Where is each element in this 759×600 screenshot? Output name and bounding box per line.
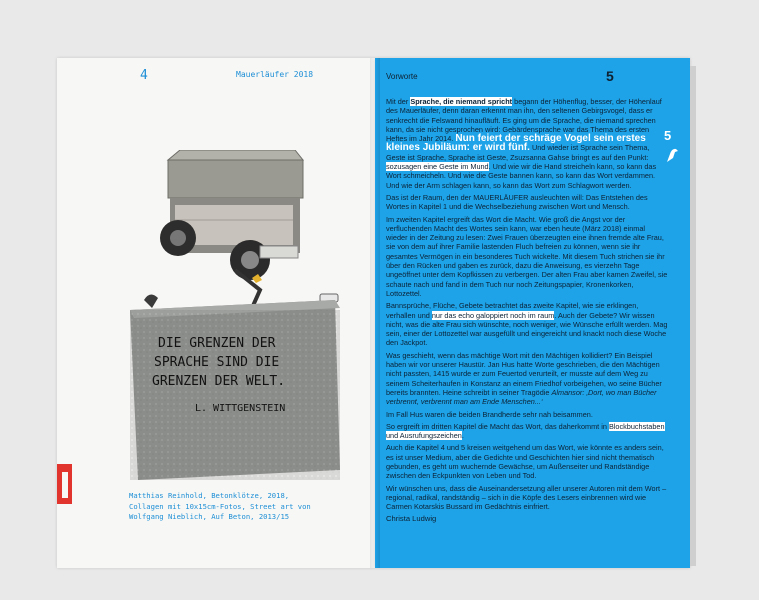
highlight-block: Blockbuchstaben und Ausrufungszeichen — [386, 421, 665, 441]
paragraph-3: Im zweiten Kapitel ergreift das Wort die Macht. Wie groß die Angst vor der verfluchenden Macht des Wortes sein kann, war eben heute (März 2018) einmal wieder in der Zeitung zu lesen: Zwei Frauen überzeugten eine ihnen fremde alte Frau, sie von dem auf ihrer Familie lastenden Fluch befreien zu können, wenn sie ihr gesamtes Vermögen in ein besonderes Tuch wickelte. Mit diesem Tuch strichen sie ihr über den Rücken und gaben es zurück, dazu die Anweisung, es vierzehn Tage ungeöffnet unter dem Kopfkissen zu verbergen. Der alten Frau aber kamen Zweifel, sie schaute nach und fand in dem Tuch nur noch Zeitungspapier, Kronenkorken, Lottozettel. — [386, 214, 668, 298]
collage-photo — [130, 150, 350, 500]
highlight-geste: sozusagen eine Geste im Mund — [386, 162, 489, 172]
wall-text-line-2: SPRACHE SIND DIE — [154, 355, 280, 370]
paragraph-1: Mit der Sprache, die niemand spricht begann der Höhenflug, besser, der Höhenlauf des Mauerläufer, denn daran erkennt man ihn, den seltenen Gebirgsvogel, dass er senkrecht die Felswand hinaufläuft. Es ging um die Sprache, die niemand sprechen kann, da sie nicht gesprochen wird: Gebärdensprache war das Thema des ersten Heftes im Jahr 2014. Nun feiert der schräge Vogel sein erstes kleines Jubiläum: er wird fünf. Und wieder ist Sprache sein Thema, Geste ist Sprache, Sprache ist Geste, Zsuzsanna Gahse bringt es auf den Punkt: sozusagen eine Geste im Mund. Und wie wir die Hand streicheln kann, so kann das Wort schmeicheln. Und wie die Geste bannen kann, so kann das Wort verdammen. Und wie der Arm schlagen kann, so kann das Wort zum Schlagwort werden. — [386, 97, 662, 190]
caption-line-1: Matthias Reinhold, Betonklötze, 2018, — [129, 491, 290, 500]
paragraph-9: Wir wünschen uns, dass die Auseinandersetzung aller unserer Autoren mit dem Wort – regional, radikal, randständig – sich in die Köpfe des Lesers einbrennen wird wie Carmen Kotarskis Bussard im Gedächtnis einfriert. — [386, 483, 667, 512]
page-edges — [690, 66, 696, 566]
paragraph-5: Was geschieht, wenn das mächtige Wort mit den Mächtigen kollidiert? Ein Beispiel haben wir vor unserer Haustür. Jan Hus hatte Worte geschrieben, die den Mächtigen nicht passten, 1415 wurde er zum Feuertod verurteilt, er musste auf dem Weg zu seinem Scheiterhaufen in Konstanz an einem Friedhof vorbeigehen, wo seine Bücher bereits brannten. Heine schreibt in seiner Tragödie Almansor: ‚Dort, wo man Bücher verbrennt, verbrennt man am Ende Menschen...‘ — [386, 350, 662, 407]
wall-text-line-1: DIE GRENZEN DER — [158, 336, 276, 351]
concrete-block — [130, 300, 340, 480]
wall-text-line-3: GRENZEN DER WELT. — [152, 374, 286, 389]
wall-signature: L. WITTGENSTEIN — [195, 403, 286, 414]
photo-caption — [129, 491, 329, 523]
running-head: Mauerläufer 2018 — [236, 70, 314, 79]
book-spine — [370, 58, 380, 568]
highlight-jubilaeum: Nun feiert der schräge Vogel sein erstes kleines Jubiläum: er wird fünf. — [386, 133, 646, 154]
paragraph-4: Bannsprüche, Flüche, Gebete betrachtet das zweite Kapitel, wie sie erklingen, verhallen und nur das echo galoppiert noch im raum. Auch der Gebete? Wir wissen nicht, was die alte Frau sich wünschte, noch weniger, wie Wünsche erfüllt werden. Mag sein, einer der Lottozettel war ausgefüllt und eingereicht und knackt noch diese Woche den Jackpot. — [386, 301, 668, 348]
highlight-echo: nur das echo galoppiert noch im raum — [431, 310, 555, 320]
page-number-right: 5 — [606, 68, 614, 84]
highlight-sprache: Sprache, die niemand spricht — [410, 97, 513, 106]
quote-almansor: Almansor: ‚Dort, wo man Bücher verbrennt, verbrennt man am Ende Menschen...‘ — [386, 387, 657, 407]
paragraph-6: Im Fall Hus waren die beiden Brandherde sehr nah beisammen. — [386, 409, 593, 419]
red-tab-marker — [57, 464, 72, 504]
paragraph-2: Das ist der Raum, den der MAUERLÄUFER ausleuchten will: Das Entstehen des Wortes in Kapitel 1 und die Wechselbeziehung zwischen Wort und Mensch. — [386, 192, 648, 212]
page-number-left: 4 — [140, 68, 148, 83]
author-signature: Christa Ludwig — [386, 514, 437, 524]
caption-line-3: Wolfgang Nieblich, Auf Beton, 2013/15 — [129, 512, 290, 521]
paragraph-7: So ergreift im dritten Kapitel die Macht das Wort, das daherkommt in Blockbuchstaben und Ausrufungszeichen. — [386, 421, 665, 441]
paragraph-8: Auch die Kapitel 4 und 5 kreisen weitgehend um das Wort, wie könnte es anders sein, es ist unser Medium, aber die Gedichte und Geschichten hier sind nicht thematisch gebunden, es geht um wuchernde Gewächse, um Außenseiter und Randständige zwischen den Eckpunkten von Leben und Tod. — [386, 443, 664, 481]
trailer-image — [144, 150, 338, 308]
margin-number: 5 — [664, 128, 672, 143]
section-title: Vorworte — [386, 72, 418, 81]
caption-line-2: Collagen mit 10x15cm-Fotos, Street art von — [129, 501, 311, 511]
foreword-text — [386, 97, 668, 524]
